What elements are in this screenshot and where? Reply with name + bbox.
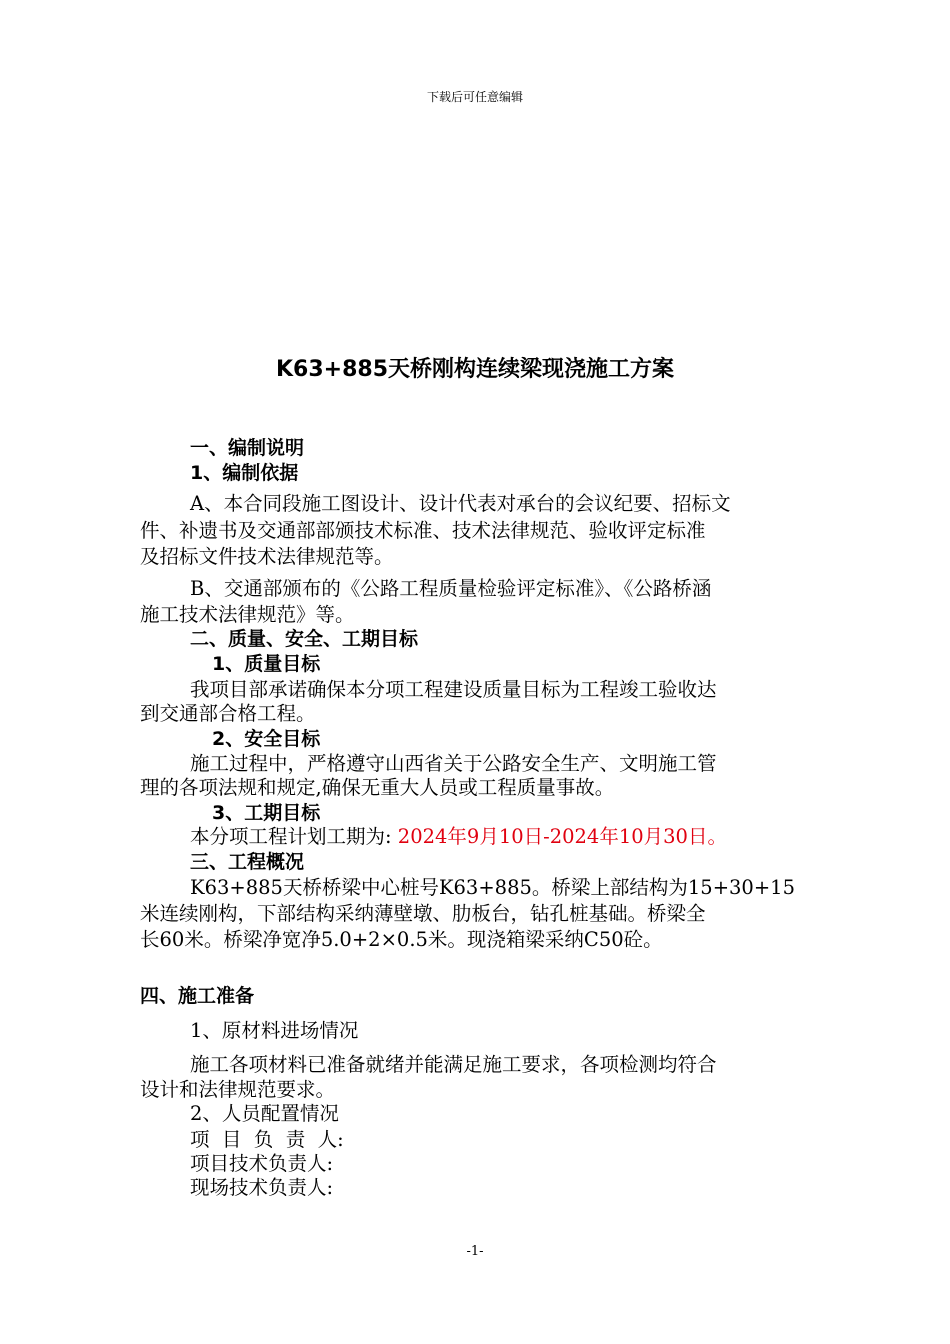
staff-line: 现场技术负责人:	[190, 1176, 334, 1199]
section-heading: 二、质量、安全、工期目标	[190, 628, 419, 650]
schedule-label: 本分项工程计划工期为:	[190, 825, 392, 848]
paragraph-line: 2、人员配置情况	[190, 1102, 339, 1125]
page-header-note: 下载后可任意编辑	[426, 90, 523, 104]
subsection-heading: 1、质量目标	[212, 653, 321, 675]
staff-line: 项 目 负 责 人:	[190, 1128, 344, 1151]
page-number: -1-	[466, 1244, 484, 1259]
paragraph-line: 设计和法律规范要求。	[140, 1078, 336, 1101]
schedule-dates: 2024年9月10日-2024年10月30日。	[397, 825, 727, 848]
paragraph-line: K63+885天桥桥梁中心桩号K63+885。桥梁上部结构为15+30+15	[190, 876, 795, 899]
paragraph-line: 长60米。桥梁净宽净5.0+2×0.5米。现浇箱梁采纳C50砼。	[140, 928, 663, 951]
staff-line: 项目技术负责人:	[190, 1152, 334, 1175]
paragraph-line: A、本合同段施工图设计、设计代表对承台的会议纪要、招标文	[190, 492, 731, 515]
paragraph-line: 米连续刚构，下部结构采纳薄壁墩、肋板台，钻孔桩基础。桥梁全	[140, 902, 706, 925]
paragraph-line: 施工技术法律规范》等。	[140, 603, 355, 626]
paragraph-line: B、交通部颁布的《公路工程质量检验评定标准》、《公路桥涵	[190, 577, 712, 600]
paragraph-line: 件、补遗书及交通部部颁技术标准、技术法律规范、验收评定标准	[140, 519, 706, 542]
section-heading: 四、施工准备	[140, 985, 255, 1007]
subsection-heading: 2、安全目标	[212, 728, 321, 750]
paragraph-line: 到交通部合格工程。	[140, 702, 316, 725]
paragraph-line: 及招标文件技术法律规范等。	[140, 545, 394, 568]
schedule-line	[190, 825, 727, 849]
paragraph-line: 1、原材料进场情况	[190, 1019, 359, 1042]
document-title: K63+885天桥刚构连续梁现浇施工方案	[275, 357, 675, 382]
paragraph-line: 理的各项法规和规定,确保无重大人员或工程质量事故。	[140, 776, 615, 799]
paragraph-line: 施工各项材料已准备就绪并能满足施工要求，各项检测均符合	[190, 1053, 717, 1076]
paragraph-line: 施工过程中，严格遵守山西省关于公路安全生产、文明施工管	[190, 752, 717, 775]
section-heading: 一、编制说明	[190, 437, 305, 459]
section-heading: 三、工程概况	[190, 851, 305, 873]
subsection-heading: 1、编制依据	[190, 462, 299, 484]
subsection-heading: 3、工期目标	[212, 802, 321, 824]
paragraph-line: 我项目部承诺确保本分项工程建设质量目标为工程竣工验收达	[190, 678, 717, 701]
